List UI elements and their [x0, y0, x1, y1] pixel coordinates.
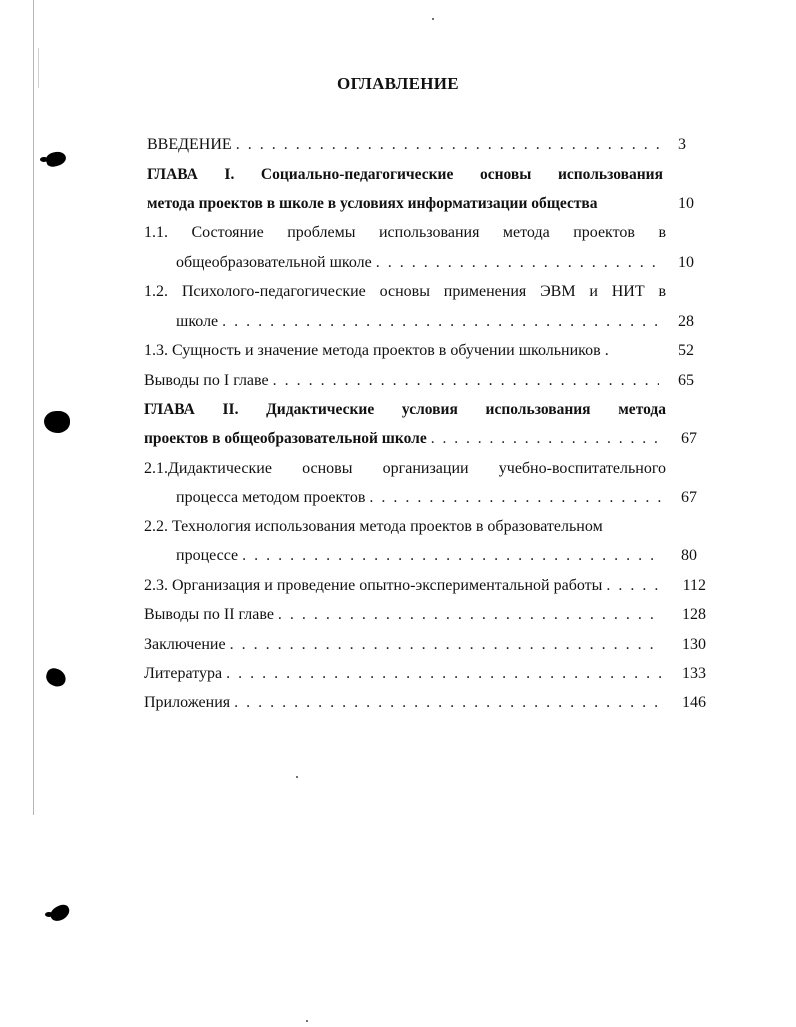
toc-entry-introduction[interactable]	[147, 134, 663, 156]
toc-entry-literature[interactable]	[144, 663, 666, 685]
dot-leader	[236, 134, 659, 156]
toc-entry-title: метода проектов в школе в условиях информатизации общества	[147, 195, 598, 212]
dot-leader	[242, 545, 662, 567]
toc-entry-chapter-1[interactable]	[147, 164, 663, 186]
toc-entry-title: 2.1.Дидактические основы организации учебно-воспитательного	[144, 460, 666, 477]
toc-page-number: 67	[681, 430, 697, 447]
toc-entry-title: Выводы по II главе	[144, 606, 274, 623]
toc-entry-title: Заключение	[144, 636, 226, 653]
toc-entry-title: 1.3. Сущность и значение метода проектов в обучении школьников .	[144, 342, 609, 359]
toc-entry-2-3[interactable]	[144, 575, 669, 597]
toc-page-number: 80	[681, 547, 697, 564]
toc-page-number: 128	[682, 606, 706, 623]
toc-entry-title: школе	[176, 313, 219, 330]
toc-entry-title: 1.1. Состояние проблемы использования метода проектов в	[144, 224, 666, 241]
toc-entry-1-1-cont[interactable]	[176, 252, 663, 274]
dot-leader	[222, 311, 659, 333]
dot-leader	[376, 252, 659, 274]
toc-entry-2-2[interactable]	[144, 516, 649, 538]
toc-entry-1-3[interactable]	[144, 340, 664, 362]
toc-entry-2-1-cont[interactable]	[176, 487, 666, 509]
toc-page-number: 146	[682, 694, 706, 711]
toc-entry-title: ГЛАВА II. Дидактические условия использования метода	[144, 401, 666, 418]
dot-leader	[230, 634, 662, 656]
toc-entry-title: ГЛАВА I. Социально-педагогические основы использования	[147, 166, 663, 183]
toc-entry-title: 2.3. Организация и проведение опытно-экспериментальной работы	[144, 577, 603, 594]
toc-entry-title: процессе	[176, 547, 239, 564]
toc-entry-2-2-cont[interactable]	[176, 545, 666, 567]
dot-leader	[431, 428, 659, 450]
toc-page-number: 133	[682, 665, 706, 682]
toc-page-number: 52	[678, 342, 694, 359]
scan-speck	[306, 1020, 308, 1022]
scan-edge-line	[33, 0, 34, 815]
toc-entry-appendices[interactable]	[144, 692, 666, 714]
dot-leader	[369, 487, 662, 509]
toc-entry-1-2[interactable]	[144, 281, 666, 303]
toc-entry-1-2-cont[interactable]	[176, 311, 663, 333]
toc-entry-conclusion[interactable]	[144, 634, 666, 656]
toc-entry-title: Приложения	[144, 694, 231, 711]
toc-entry-title: 1.2. Психолого-педагогические основы применения ЭВМ и НИТ в	[144, 283, 666, 300]
toc-page-number: 67	[681, 489, 697, 506]
toc-entry-1-1[interactable]	[144, 222, 666, 244]
scan-speck	[296, 776, 298, 778]
toc-entry-title: проектов в общеобразовательной школе	[144, 430, 427, 447]
toc-entry-chapter-2-cont[interactable]	[144, 428, 663, 450]
toc-entry-chapter-2[interactable]	[144, 399, 666, 421]
dot-leader	[234, 692, 662, 714]
scan-blot	[40, 157, 48, 162]
toc-entry-conclusions-1[interactable]	[144, 370, 663, 392]
dot-leader	[226, 663, 662, 685]
scan-blot	[45, 912, 53, 917]
toc-entry-conclusions-2[interactable]	[144, 604, 666, 626]
scan-blot	[44, 666, 69, 689]
toc-page-number: 3	[678, 136, 686, 153]
toc-entry-title: ВВЕДЕНИЕ	[147, 136, 232, 153]
toc-entry-title: Выводы по I главе	[144, 372, 269, 389]
toc-page-number: 28	[678, 313, 694, 330]
scan-speck	[432, 18, 434, 20]
toc-page-number: 65	[678, 372, 694, 389]
dot-leader	[278, 604, 662, 626]
dot-leader	[273, 370, 659, 392]
toc-entry-chapter-1-cont[interactable]	[147, 193, 663, 215]
page-title: ОГЛАВЛЕНИЕ	[337, 74, 459, 93]
toc-page-number: 112	[682, 577, 706, 594]
scan-blot	[44, 411, 70, 433]
toc-page-number: 10	[678, 254, 694, 271]
toc-entry-title: 2.2. Технология использования метода проектов в образовательном	[144, 518, 603, 535]
toc-entry-2-1[interactable]	[144, 458, 666, 480]
toc-entry-title: процесса методом проектов	[176, 489, 366, 506]
toc-page-number: 130	[682, 636, 706, 653]
toc-entry-title: общеобразовательной школе	[176, 254, 372, 271]
toc-page-number: 10	[678, 195, 694, 212]
toc-entry-title: Литература	[144, 665, 223, 682]
